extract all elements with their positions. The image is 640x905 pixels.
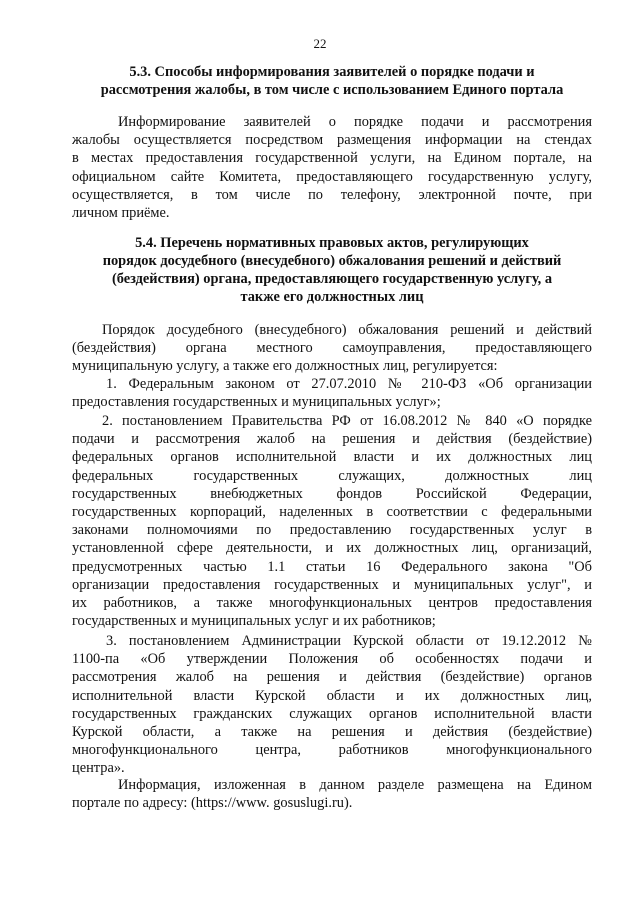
text-line: предоставления государственных и муниципальных услуг»;: [72, 394, 441, 411]
list-item-3: [72, 632, 592, 778]
text-line: Порядок досудебного (внесудебного) обжалования решений и действий: [102, 322, 592, 338]
text-line: 2. постановлением Правительства РФ от 16.08.2012 № 840 «О порядке: [102, 413, 592, 429]
text-line: (бездействия) органа местного самоуправления, предоставляющего: [72, 340, 592, 357]
text-line: федеральных государственных служащих, должностных лиц: [72, 467, 592, 484]
title-line: (бездействия) органа, предоставляющего государственную услугу, а: [111, 271, 553, 287]
section-5-4-intro: [72, 321, 592, 376]
text-line: 3. постановлением Администрации Курской области от 19.12.2012 №: [106, 633, 592, 649]
text-line: рассмотрения жалоб на решения и действия (бездействие) органов: [72, 669, 592, 686]
title-line: порядок досудебного (внесудебного) обжалования решений и действий: [102, 253, 562, 269]
text-line: законами полномочиями по предоставлению государственных услуг в: [72, 522, 592, 539]
text-line: их работников, а также многофункциональных центров предоставления: [72, 595, 592, 612]
section-5-4-title: [72, 234, 592, 306]
text-line: государственных внебюджетных фондов Российской Федерации,: [72, 485, 592, 502]
text-line: портале по адресу: (https://www. gosuslugi.ru).: [72, 795, 353, 812]
section-5-3-body: [72, 113, 592, 222]
page-number: 22: [313, 36, 327, 51]
text-line: государственных гражданских служащих органов исполнительной власти: [72, 705, 592, 722]
text-line: осуществляется, в том числе по телефону, электронной почте, при: [72, 186, 592, 203]
list-item-1: [72, 375, 592, 411]
text-line: официальном сайте Комитета, предоставляющего государственную услугу,: [72, 168, 592, 185]
text-line: предусмотренных частью 1.1 статьи 16 Федерального закона "Об: [72, 558, 592, 575]
text-line: 1. Федеральным законом от 27.07.2010 № 210-ФЗ «Об организации: [106, 376, 592, 392]
title-line: 5.4. Перечень нормативных правовых актов, регулирующих: [135, 235, 529, 251]
text-line: многофункционального центра, работников многофункционального: [72, 742, 592, 759]
text-line: муниципальную услугу, а также его должностных лиц, регулируется:: [72, 358, 498, 375]
text-line: подачи и рассмотрения жалоб на решения и действия (бездействие): [72, 431, 592, 448]
title-line: также его должностных лиц: [240, 289, 424, 305]
title-line: 5.3. Способы информирования заявителей о порядке подачи и: [129, 64, 535, 80]
text-line: федеральных органов исполнительной власти и их должностных лиц: [72, 449, 592, 466]
text-line: Курской области, а также на решения и действия (бездействие): [72, 724, 592, 741]
text-line: жалобы осуществляется посредством размещения информации на стендах: [72, 132, 592, 149]
text-line: установленной сфере деятельности, и их должностных лиц, организаций,: [72, 540, 592, 557]
text-line: личном приёме.: [72, 205, 170, 222]
section-5-3-title: [72, 63, 592, 99]
text-line: исполнительной власти Курской области и их должностных лиц,: [72, 687, 592, 704]
text-line: в местах предоставления государственной услуги, на Едином портале, на: [72, 150, 592, 167]
text-line: Информирование заявителей о порядке подачи и рассмотрения: [118, 114, 592, 130]
title-line: рассмотрения жалобы, в том числе с использованием Единого портала: [100, 82, 564, 98]
text-line: 1100-па «Об утверждении Положения об особенностях подачи и: [72, 651, 592, 668]
text-line: организации предоставления государственных и муниципальных услуг", и: [72, 576, 592, 593]
list-item-2: [72, 412, 592, 630]
text-line: центра».: [72, 760, 125, 777]
text-line: Информация, изложенная в данном разделе размещена на Едином: [118, 777, 592, 793]
text-line: государственных корпораций, наделенных в соответствии с федеральными: [72, 504, 592, 521]
text-line: государственных и муниципальных услуг и их работников;: [72, 613, 436, 630]
closing-paragraph: [72, 776, 592, 812]
